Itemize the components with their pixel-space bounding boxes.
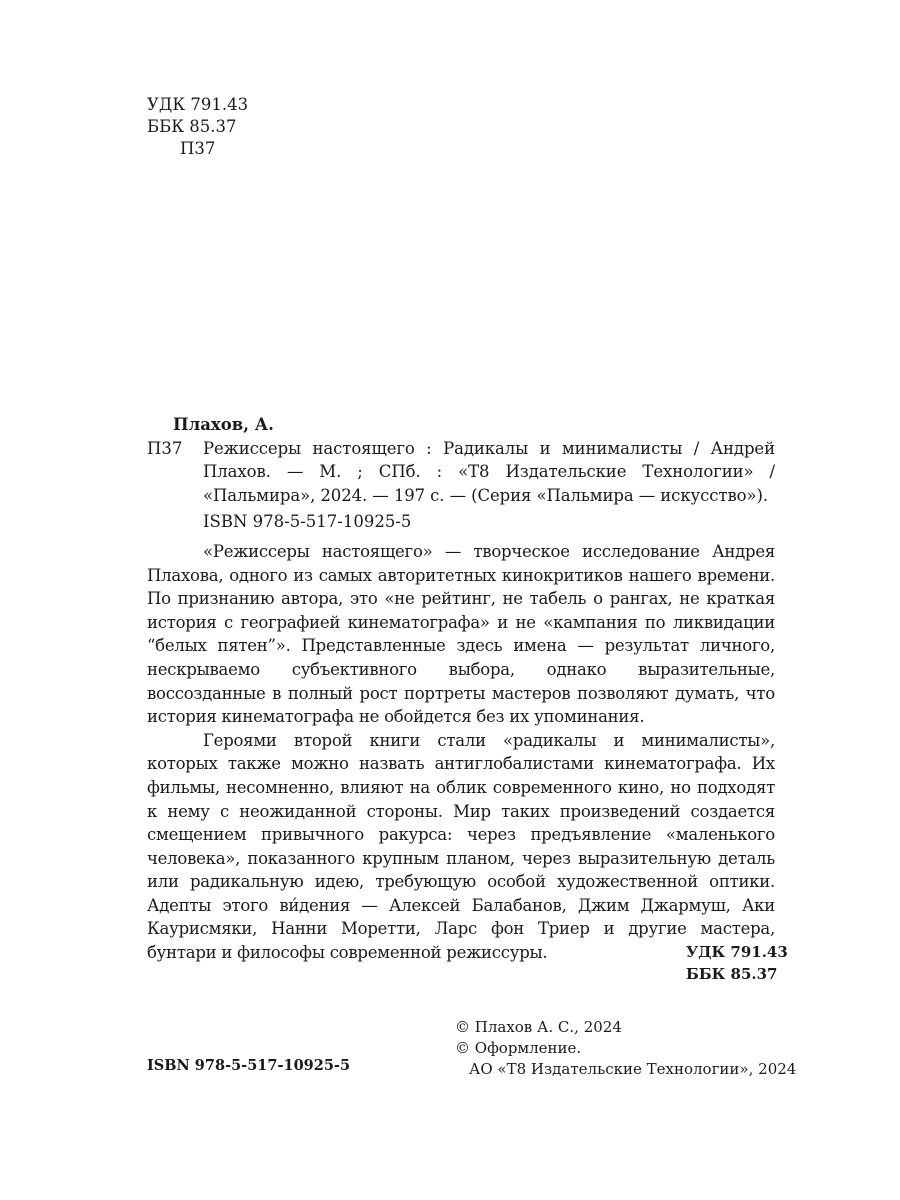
entry-author-mark: П37 — [147, 438, 183, 458]
copyright-author: © Плахов А. С., 2024 — [455, 1018, 622, 1036]
copyright-block — [455, 1017, 796, 1080]
bbk-code: ББК 85.37 — [147, 117, 237, 136]
author-heading: Плахов, А. — [173, 415, 274, 434]
bottom-bbk-code: ББК 85.37 — [686, 965, 778, 983]
copyright-publisher: АО «Т8 Издательские Технологии», 2024 — [469, 1060, 797, 1078]
bibliographic-description: Режиссеры настоящего : Радикалы и минималисты / Андрей Плахов. — М. ; СПб. : «Т8 Издательские Технологии» / «Пальмира», 2024. — 197 с. — (Серия «Пальмира — искусство»). — [203, 438, 775, 505]
bibliographic-entry — [147, 437, 775, 508]
bottom-udk-code: УДК 791.43 — [686, 943, 788, 961]
catalog-record — [147, 413, 775, 965]
annotation-paragraph-1: «Режиссеры настоящего» — творческое исследование Андрея Плахова, одного из самых авторитетных кинокритиков нашего времени. По признанию автора, это «не рейтинг, не табель о рангах, не краткая история с географией кинематографа» и не «кампания по ликвидации “белых пятен”». Представленные здесь имена — результат личного, нескрываемо субъективного выбора, однако выразительные, воссозданные в полный рост портреты мастеров позволяют думать, что история кинематографа не обойдется без их упоминания. — [147, 541, 775, 727]
author-mark: П37 — [180, 139, 216, 158]
bottom-classification — [686, 941, 788, 985]
classification-block — [147, 94, 248, 160]
udk-code: УДК 791.43 — [147, 95, 249, 114]
annotation — [147, 540, 775, 965]
annotation-paragraph-2: Героями второй книги стали «радикалы и минималисты», которых также можно назвать антиглобалистами кинематографа. Их фильмы, несомненно, влияют на облик современного кино, но подходят к нему с неожиданной стороны. Мир таких произведений создается смещением привычного ракурса: через предъявление «маленького человека», показанного крупным планом, через выразительную деталь или радикальную идею, требующую особой художественной оптики. Адепты этого ви́дения — Алексей Балабанов, Джим Джармуш, Аки Каурисмяки, Нанни Моретти, Ларс фон Триер и другие мастера, бунтари и философы современной режиссуры. — [147, 730, 775, 963]
isbn-footer: ISBN 978-5-517-10925-5 — [147, 1057, 351, 1074]
copyright-design: © Оформление. — [455, 1039, 582, 1057]
record-isbn: ISBN 978-5-517-10925-5 — [203, 512, 412, 532]
